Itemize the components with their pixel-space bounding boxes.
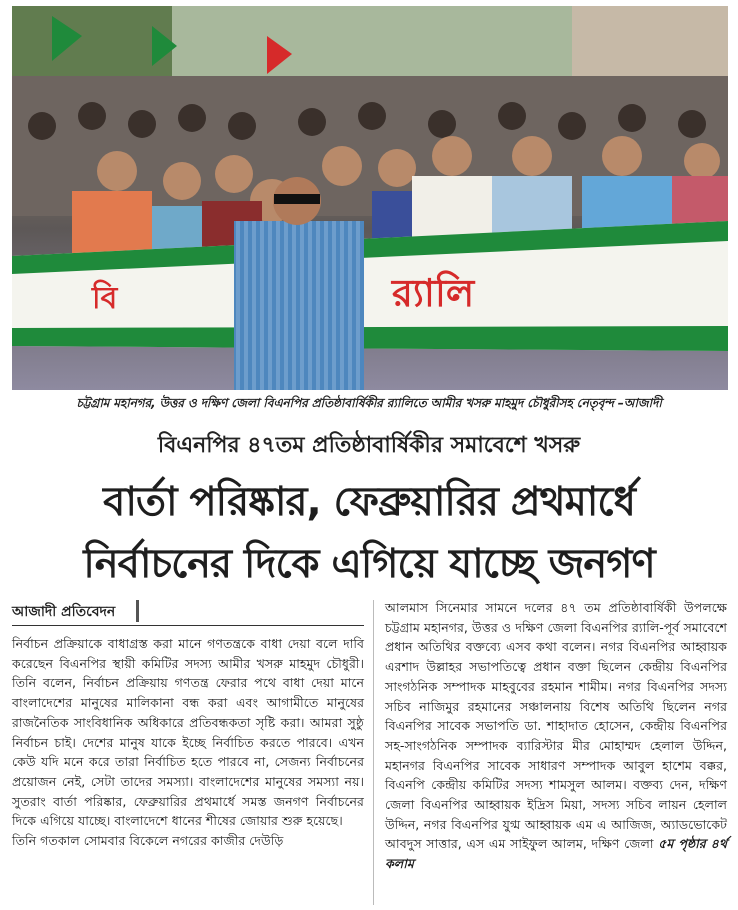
column-divider (373, 600, 374, 905)
photo-caption: চট্টগ্রাম মহানগর, উত্তর ও দক্ষিণ জেলা বিএনপির প্রতিষ্ঠাবার্ষিকীর র‍্যালিতে আমীর খসরু মাহমুদ চৌধুরীসহ নেতৃবৃন্দ –আজাদী (76, 396, 662, 410)
article-column-1 (12, 634, 364, 851)
paragraph: নির্বাচন প্রক্রিয়াকে বাধাগ্রস্ত করা মানে গণতন্ত্রকে বাধা দেয়া বলে দাবি করেছেন বিএনপির স্থায়ী কমিটির সদস্য আমীর খসরু মাহমুদ চৌধুরী। তিনি বলেন, নির্বাচন প্রক্রিয়ায় গণতন্ত্র ফেরার পথে বাধা দেয়া মানে বাংলাদেশের মানুষের মালিকানা বন্ধ করা এবং আগামীতে মানুষের রাজনৈতিক সাংবিধানিক অধিকারে প্রতিবন্ধকতা সৃষ্টি করা। আমরা সুষ্ঠু নির্বাচন চাই। দেশের মানুষ যাকে ইচ্ছে নির্বাচিত করতে পারবে। এখন কেউ যদি মনে করে তারা নির্বাচিত হতে পারবে না, সেজন্য নির্বাচনের প্রয়োজন নেই, সেটা তাদের সমস্যা। বাংলাদেশের মানুষের সমস্যা নয়। সুতরাং বার্তা পরিষ্কার, ফেব্রুয়ারির প্রথমার্ধে সমস্ত জনগণ নির্বাচনের দিকে এগিয়ে যাচ্ছে। বাংলাদেশে ধানের শীষের জোয়ার শুরু হয়েছে। (12, 636, 364, 829)
byline: আজাদী প্রতিবেদন (12, 600, 139, 622)
continued-reference[interactable]: ৫ম পৃষ্ঠার ৪র্থ কলাম (385, 836, 727, 872)
paragraph: তিনি গতকাল সোমবার বিকেলে নগরের কাজীর দেউড়ি (12, 833, 284, 849)
paragraph-text: আলমাস সিনেমার সামনে দলের ৪৭ তম প্রতিষ্ঠাবার্ষিকী উপলক্ষে চট্টগ্রাম মহানগর, উত্তর ও দক্ষিণ জেলা বিএনপির র‍্যালি-পূর্ব সমাবেশে প্রধান অতিথির বক্তব্যে এসব কথা বলেন। নগর বিএনপির আহ্বায়ক এরশাদ উল্লাহর সভাপতিত্বে প্রধান বক্তা ছিলেন কেন্দ্রীয় বিএনপির সাংগঠনিক সম্পাদক মাহবুবের রহমান শামীম। নগর বিএনপির সদস্য সচিব নাজিমুর রহমানের সঞ্চালনায় বিশেষ অতিথি ছিলেন নগর বিএনপির সাবেক সভাপতি ডা. শাহাদাত হোসেন, কেন্দ্রীয় বিএনপির সহ-সাংগঠনিক সম্পাদক ব্যারিস্টার মীর মোহাম্মদ হেলাল উদ্দিন, মহানগর বিএনপির সাবেক সাধারণ সম্পাদক আবুল হাশেম বক্কর, বিএনপি কেন্দ্রীয় কমিটির সদস্য শামসুল আলম। বক্তব্য দেন, দক্ষিণ জেলা বিএনপির আহ্বায়ক ইদ্রিস মিয়া, সদস্য সচিব লায়ন হেলাল উদ্দিন, নগর বিএনপির যুগ্ম আহ্বায়ক এম এ আজিজ, অ্যাডভোকেট আবদুস সাত্তার, এস এম সাইফুল আলম, দক্ষিণ জেলা (385, 600, 727, 852)
headline-line-1: বার্তা পরিষ্কার, ফেব্রুয়ারির প্রথমার্ধে (103, 479, 635, 525)
kicker-headline: বিএনপির ৪৭তম প্রতিষ্ঠাবার্ষিকীর সমাবেশে খসরু (157, 433, 581, 458)
svg-text:বি: বি (92, 281, 118, 316)
byline-rule (12, 625, 364, 626)
paragraph (385, 598, 727, 874)
headline-line-2: নির্বাচনের দিকে এগিয়ে যাচ্ছে জনগণ (83, 541, 655, 587)
rally-photo-illustration (12, 6, 728, 390)
rally-photo (12, 6, 728, 390)
article-column-2 (385, 598, 727, 874)
banner-red-text: র‍্যালি (392, 271, 475, 315)
